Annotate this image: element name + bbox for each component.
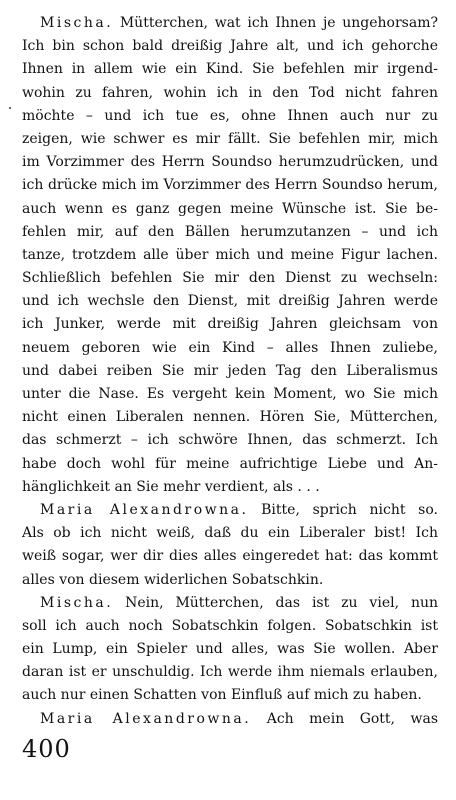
print-speck [9,107,11,109]
text-line: Ich bin schon bald dreißig Jahre alt, und ich gehorche [22,38,438,55]
text-line [22,592,438,615]
text-line: fehlen mir, auf den Bällen herumzutanzen – und ich [22,223,438,240]
text-line: hänglichkeit an Sie mehr verdient, als . . . [22,478,320,495]
line-text: Bitte, sprich nicht so. [261,501,438,518]
text-line: Ihnen in allem wie ein Kind. Sie befehlen mir irgend- [22,61,438,78]
text-line: im Vorzimmer des Herrn Soundso herumzudrücken, und [22,154,438,171]
text-line: Schließlich befehlen Sie mir den Dienst zu wechseln: [22,270,438,287]
text-line: Als ob ich nicht weiß, daß du ein Liberaler bist! Ich [22,525,438,542]
speaker-name: Maria Alexandrowna. [40,710,252,727]
text-line: neuem geboren wie ein Kind – alles Ihnen zuliebe, [22,339,438,356]
text-line: wohin zu fahren, wohin ich in den Tod nicht fahren [22,84,438,101]
text-line: alles von diesem widerlichen Sobatschkin. [22,571,324,588]
text-line [22,499,438,522]
speaker-name: Mischa. [40,594,114,611]
text-line: ich Junker, werde mit dreißig Jahren gleichsam von [22,316,438,333]
text-line: habe doch wohl für meine aufrichtige Liebe und An- [22,455,438,472]
text-line [22,708,438,731]
text-line: nicht einen Liberalen nennen. Hören Sie, Mütterchen, [22,409,438,426]
line-text: Mütterchen, wat ich Ihnen je ungehorsam? [119,15,438,31]
text-line: daran ist er unschuldig. Ich werde ihm niemals erlauben, [22,664,438,681]
text-line: tanze, trotzdem alle über mich und meine Figur lachen. [22,246,438,263]
text-line: ich drücke mich im Vorzimmer des Herrn Soundso herum, [22,177,438,194]
line-text: Nein, Mütterchen, das ist zu viel, nun [125,594,438,611]
text-line [22,12,438,35]
text-line: soll ich auch noch Sobatschkin folgen. Sobatschkin ist [22,617,438,634]
text-line: das schmerzt – ich schwöre Ihnen, das schmerzt. Ich [22,432,438,449]
dialogue-text [22,12,438,731]
text-line: auch nur einen Schatten von Einfluß auf mich zu haben. [22,687,422,704]
text-line: zeigen, wie schwer es mir fällt. Sie befehlen mir, mich [22,130,438,147]
page-number: 400 [22,735,71,763]
text-line: möchte – und ich tue es, ohne Ihnen auch nur zu [22,107,438,124]
speaker-name: Maria Alexandrowna. [40,501,249,518]
text-line: weiß sogar, wer dir dies alles eingeredet hat: das kommt [22,548,438,565]
text-line: und ich wechsle den Dienst, mit dreißig Jahren werde [22,293,438,310]
text-line: ein Lump, ein Spieler und alles, was Sie wollen. Aber [22,641,438,658]
line-text: Ach mein Gott, was [266,710,438,727]
text-line: unter die Nase. Es vergeht kein Moment, wo Sie mich [22,386,438,402]
text-line: und dabei reiben Sie mir jeden Tag den Liberalismus [22,362,438,379]
text-line: auch wenn es ganz gegen meine Wünsche ist. Sie be- [22,200,438,217]
speaker-name: Mischa. [40,15,114,31]
